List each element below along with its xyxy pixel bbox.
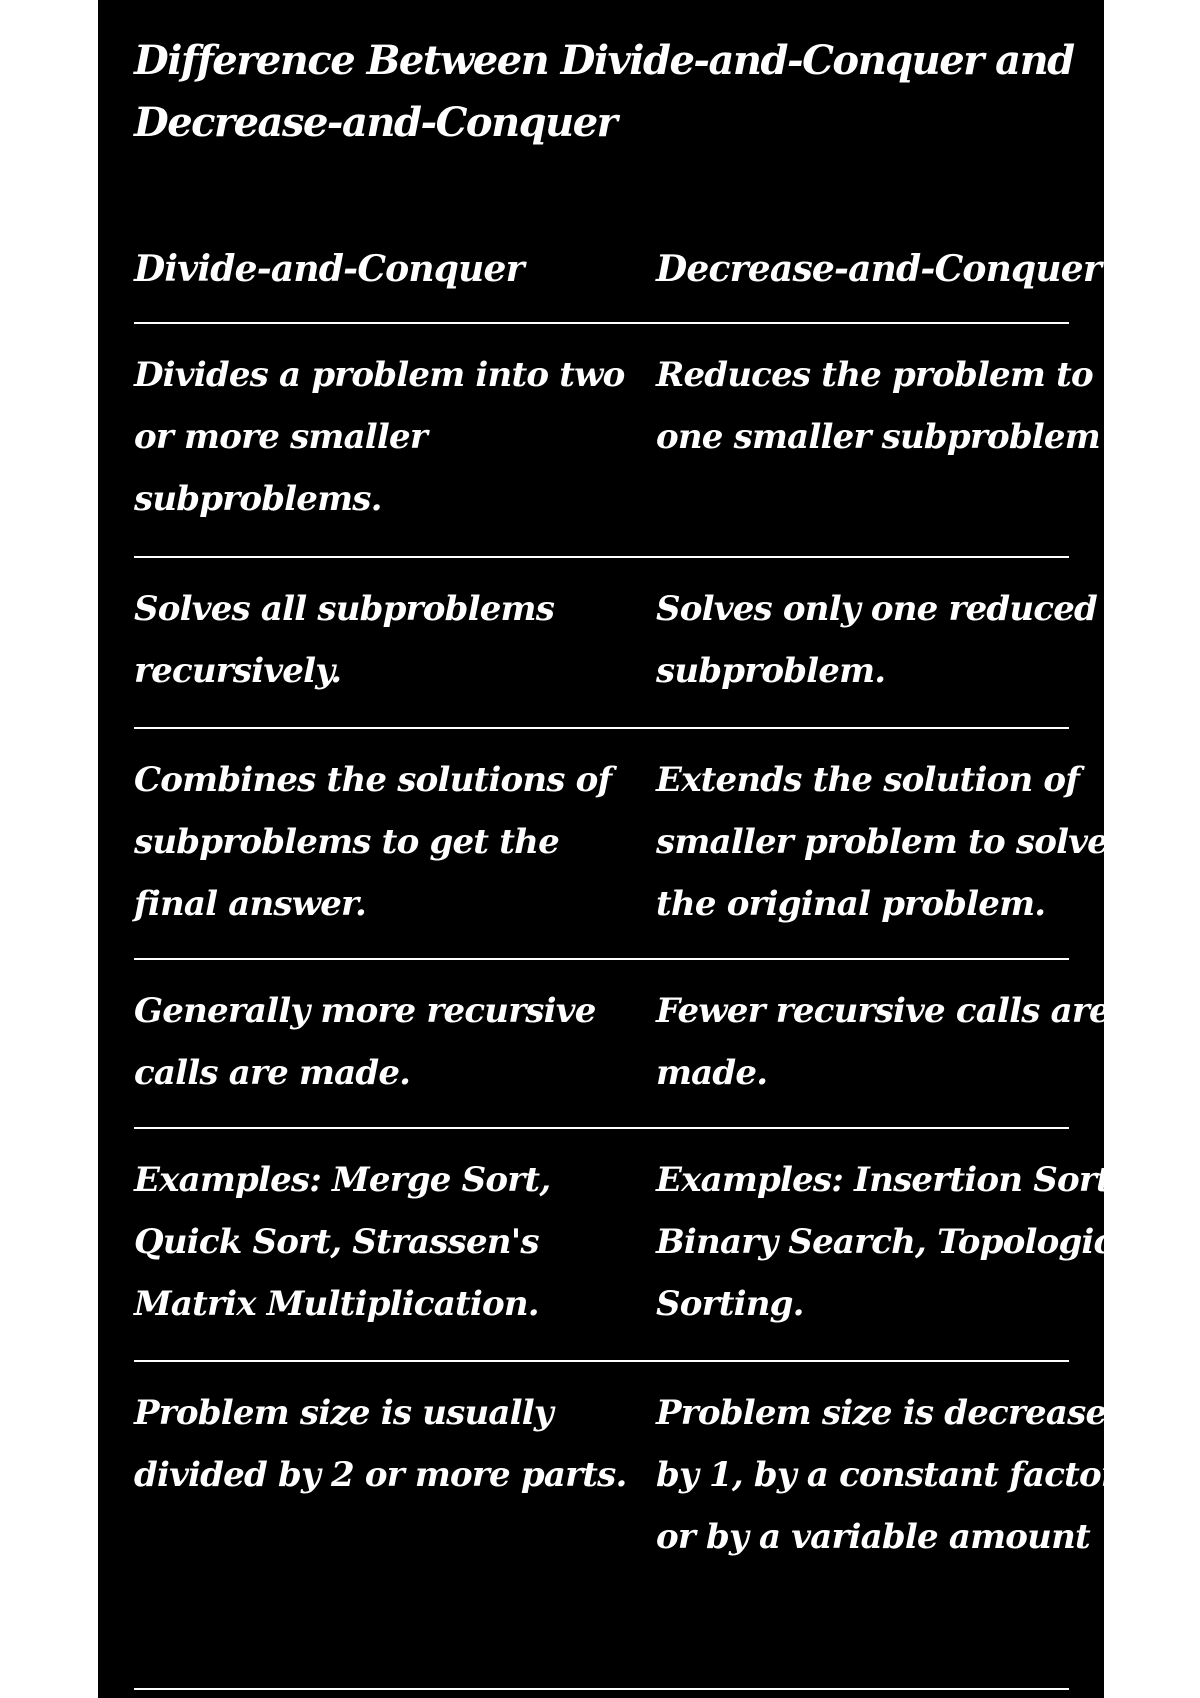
table-cell: Extends the solution of smaller problem to solve the original problem. — [656, 760, 1109, 924]
table-header-row — [134, 236, 1102, 324]
page-title: Difference Between Divide-and-Conquer and Decrease-and-Conquer — [134, 37, 1074, 146]
comparison-panel — [98, 0, 1147, 1698]
table-row — [134, 1362, 1130, 1690]
column-header-divide: Divide-and-Conquer — [134, 248, 524, 290]
table-row — [134, 558, 1098, 729]
table-row — [134, 729, 1109, 960]
table-row — [134, 1129, 1147, 1362]
table-cell: Problem size is usually divided by 2 or more parts. — [134, 1393, 627, 1495]
table-cell: Generally more recursive calls are made. — [134, 991, 596, 1093]
table-row — [134, 324, 1100, 558]
table-cell: Problem size is decreased by 1, by a constant factor, or by a variable amount — [656, 1393, 1130, 1557]
comparison-table — [134, 236, 1147, 1690]
table-cell: Fewer recursive calls are made. — [656, 991, 1110, 1093]
table-cell: Solves only one reduced subproblem. — [656, 589, 1098, 691]
table-cell: Reduces the problem to one smaller subproblem — [656, 355, 1100, 457]
table-cell: Solves all subproblems recursively. — [134, 589, 555, 691]
table-cell: Divides a problem into two or more smaller subproblems. — [134, 355, 625, 519]
table-cell: Examples: Merge Sort, Quick Sort, Strassen's Matrix Multiplication. — [134, 1160, 551, 1324]
column-header-decrease: Decrease-and-Conquer — [656, 248, 1102, 290]
table-row — [134, 960, 1110, 1129]
table-cell: Examples: Insertion Sort, Binary Search, Topological Sorting. — [656, 1160, 1147, 1324]
table-cell: Combines the solutions of subproblems to get the final answer. — [134, 760, 612, 924]
